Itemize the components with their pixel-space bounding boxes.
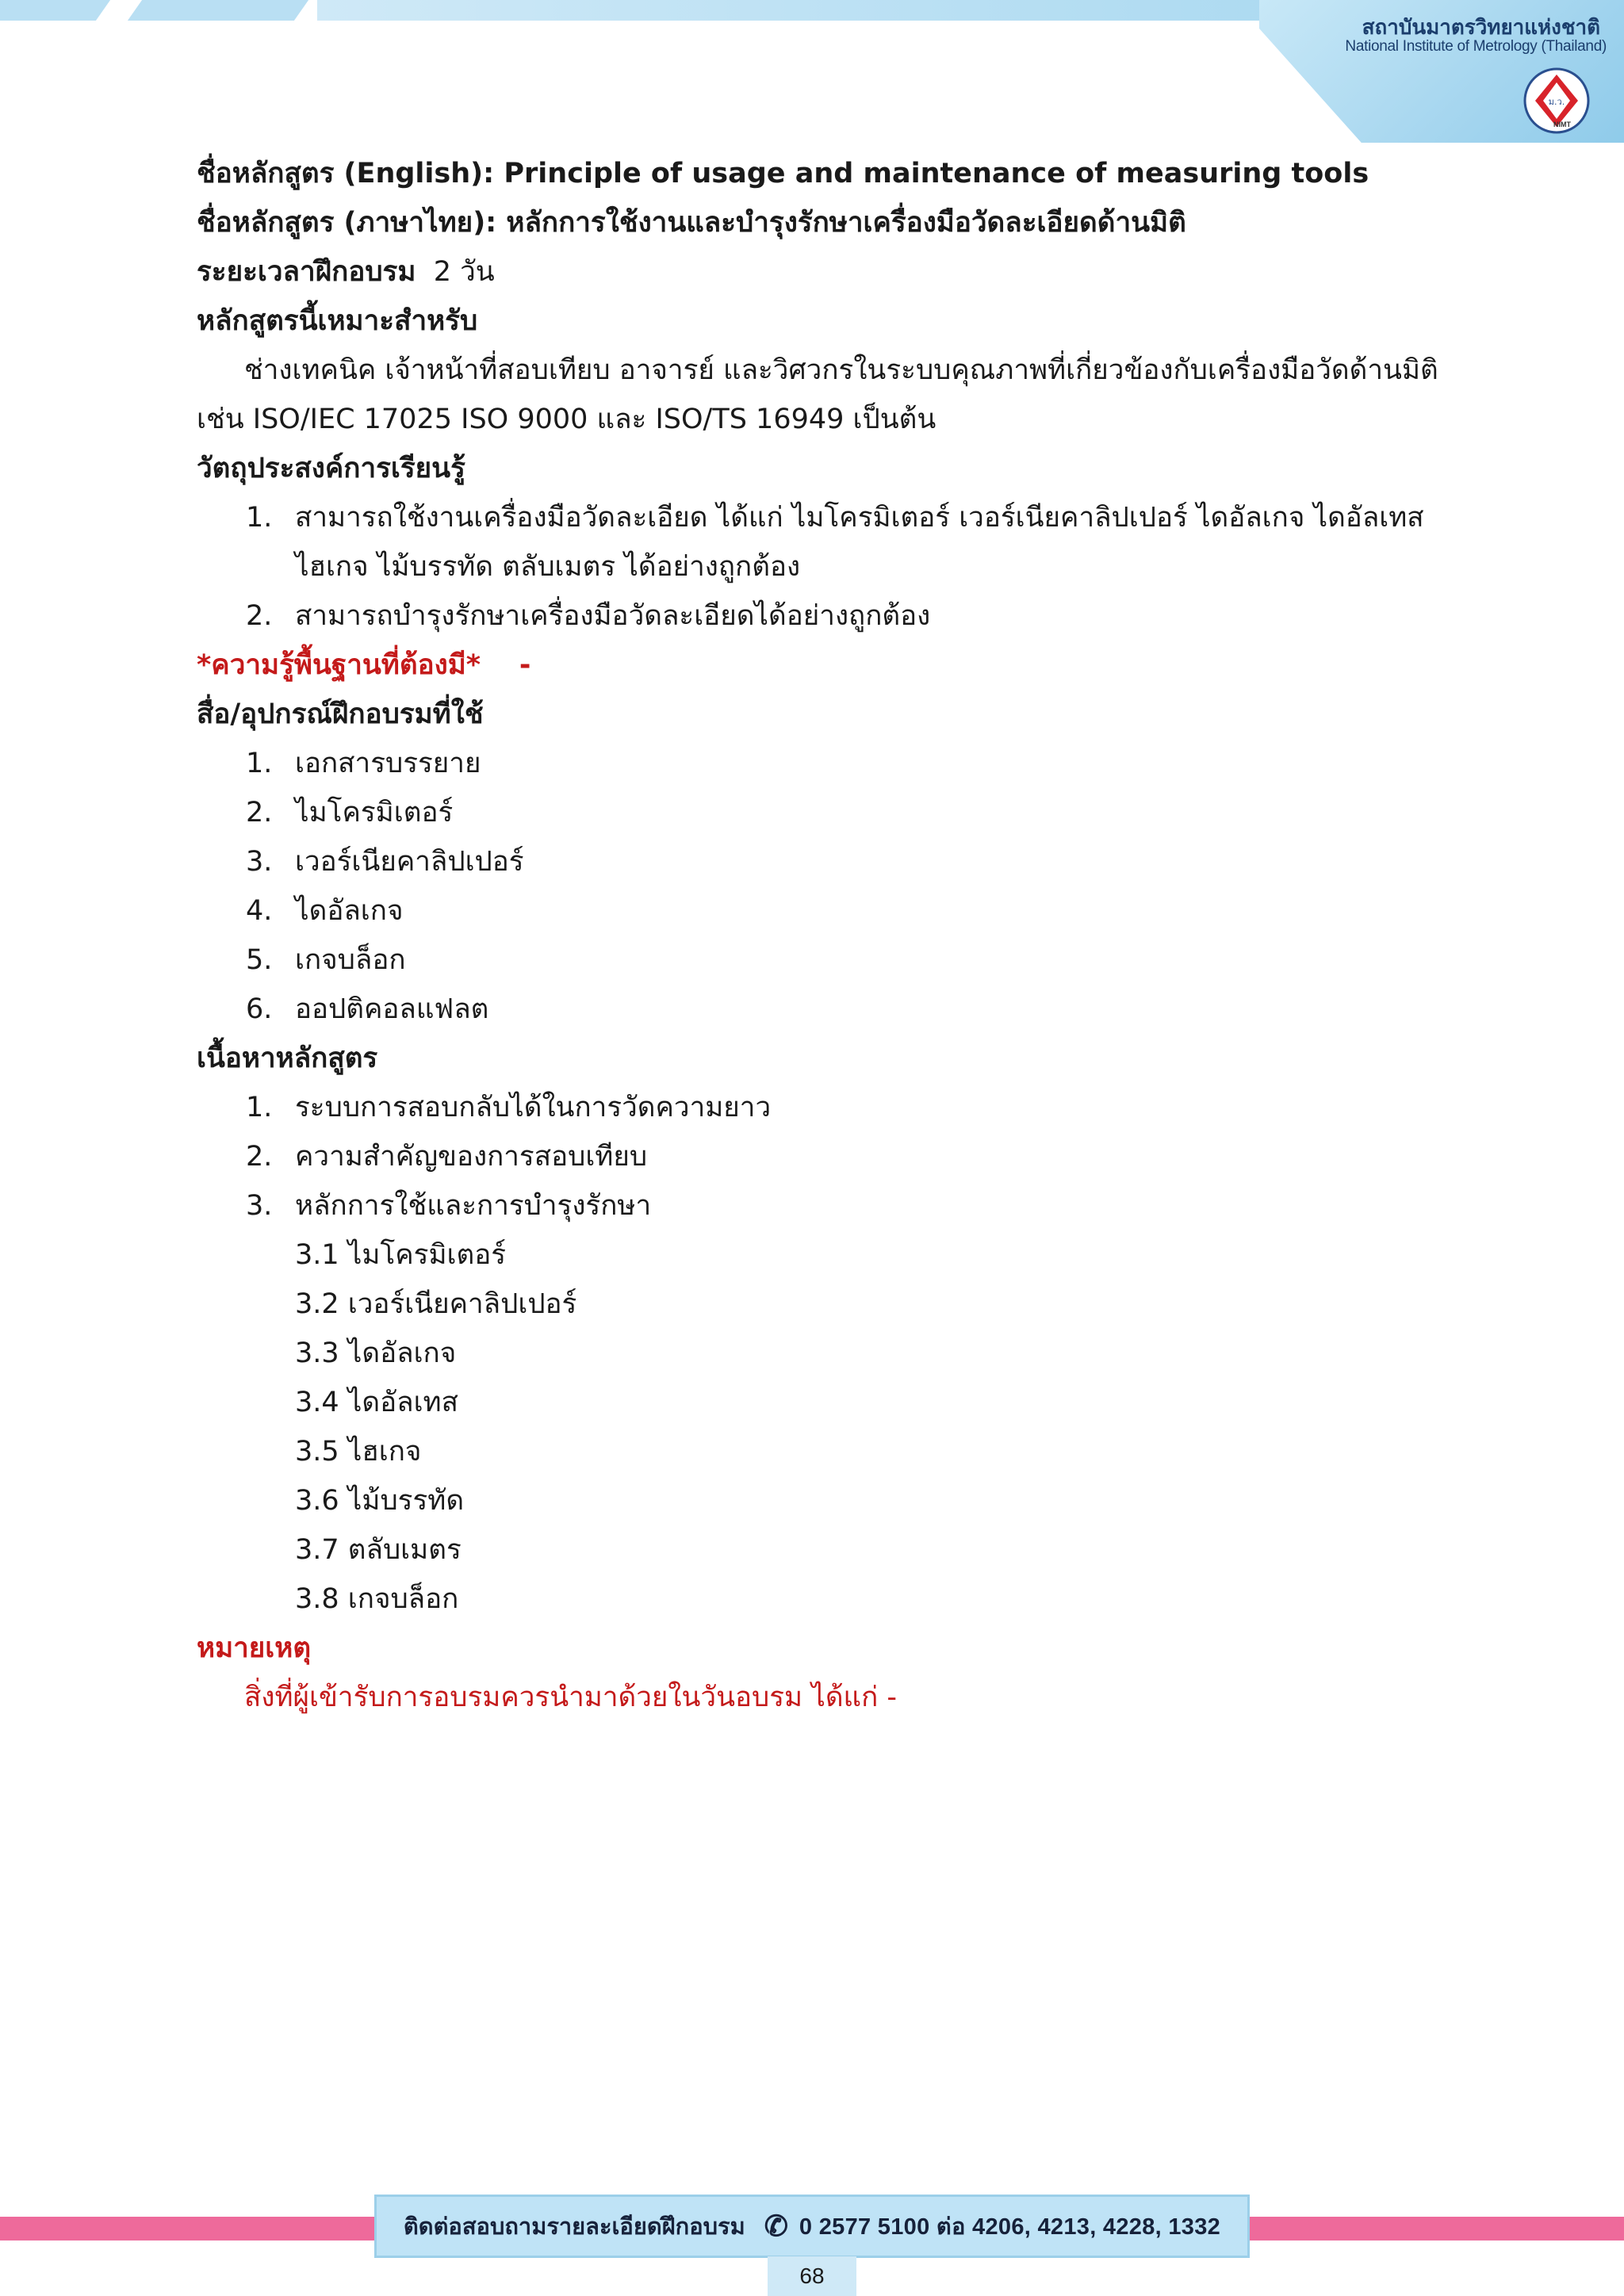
header-stripe [128, 0, 308, 21]
institute-name-english: National Institute of Metrology (Thailand) [1345, 38, 1607, 55]
item-text: เอกสารบรรยาย [295, 748, 481, 779]
audience-heading: หลักสูตรนี้เหมาะสำหรับ [197, 305, 478, 337]
item-text: ไมโครมิเตอร์ [295, 797, 454, 828]
course-name-thai-value: หลักการใช้งานและบำรุงรักษาเครื่องมือวัดละเอียดด้านมิติ [506, 207, 1186, 239]
contact-info [374, 2195, 1250, 2258]
objective-text [295, 493, 1424, 591]
item-number: 2. [246, 797, 273, 828]
content-list [197, 1083, 1434, 1230]
item-text: เกจบล็อก [295, 944, 406, 976]
duration-value: 2 วัน [433, 256, 495, 288]
list-item [246, 985, 1434, 1034]
objective-item [246, 591, 1434, 641]
course-name-english-value: Principle of usage and maintenance of measuring tools [504, 158, 1369, 189]
note-heading: หมายเหตุ [197, 1632, 312, 1664]
sub-list-item: 3.8 เกจบล็อก [295, 1583, 459, 1615]
item-text: เวอร์เนียคาลิปเปอร์ [295, 846, 524, 878]
item-number: 6. [246, 993, 273, 1025]
course-name-thai [197, 198, 1434, 247]
institute-name-thai: สถาบันมาตรวิทยาแห่งชาติ [1362, 15, 1600, 39]
list-item [246, 837, 1434, 886]
list-item [246, 886, 1434, 936]
course-name-thai-label: ชื่อหลักสูตร (ภาษาไทย): [197, 207, 497, 239]
page-number: 68 [768, 2256, 856, 2296]
course-details [197, 149, 1438, 1722]
duration-label: ระยะเวลาฝึกอบรม [197, 256, 416, 288]
objectives-heading: วัตถุประสงค์การเรียนรู้ [197, 453, 465, 484]
content-heading: เนื้อหาหลักสูตร [197, 1043, 378, 1074]
list-item [246, 1083, 1434, 1132]
list-item [246, 936, 1434, 985]
item-number: 2. [246, 600, 273, 632]
item-number: 1. [246, 502, 273, 534]
sub-list-item: 3.3 ไดอัลเกจ [295, 1337, 457, 1369]
sub-list-item: 3.1 ไมโครมิเตอร์ [295, 1239, 507, 1271]
training-duration [197, 247, 1434, 297]
sub-list-item: 3.7 ตลับเมตร [295, 1534, 462, 1566]
course-name-english [197, 149, 1434, 198]
sub-list-item: 3.4 ไดอัลเทส [295, 1387, 458, 1418]
objective-text-line: ไฮเกจ ไม้บรรทัด ตลับเมตร ได้อย่างถูกต้อง [295, 551, 801, 583]
item-text: ความสำคัญของการสอบเทียบ [295, 1141, 648, 1173]
logo-caption: NIMT [1553, 121, 1571, 128]
objective-item [246, 493, 1434, 591]
prerequisite-label: *ความรู้พื้นฐานที่ต้องมี* [197, 649, 481, 681]
note-text: สิ่งที่ผู้เข้ารับการอบรมควรนำมาด้วยในวันอบรม ได้แก่ - [244, 1682, 898, 1713]
audience-text: เช่น ISO/IEC 17025 ISO 9000 และ ISO/TS 16949 เป็นต้น [197, 404, 936, 435]
course-name-english-label: ชื่อหลักสูตร (English): [197, 158, 495, 189]
materials-list [197, 739, 1434, 1034]
list-item [246, 739, 1434, 788]
list-item [246, 1132, 1434, 1181]
prerequisite [197, 641, 1434, 690]
sub-list-item: 3.2 เวอร์เนียคาลิปเปอร์ [295, 1288, 577, 1320]
materials-heading: สื่อ/อุปกรณ์ฝึกอบรมที่ใช้ [197, 698, 484, 730]
item-number: 5. [246, 944, 273, 976]
audience-text: ช่างเทคนิค เจ้าหน้าที่สอบเทียบ อาจารย์ และวิศวกรในระบบคุณภาพที่เกี่ยวข้องกับเครื่องมือวัดด้านมิติ [244, 354, 1438, 386]
phone-number: 0 2577 5100 ต่อ 4206, 4213, 4228, 1332 [799, 2214, 1221, 2240]
objective-text: สามารถบำรุงรักษาเครื่องมือวัดละเอียดได้อย่างถูกต้อง [295, 600, 931, 632]
item-number: 2. [246, 1141, 273, 1173]
sub-list-item: 3.6 ไม้บรรทัด [295, 1485, 465, 1517]
sub-list-item: 3.5 ไฮเกจ [295, 1436, 422, 1468]
item-number: 3. [246, 846, 273, 878]
list-item [246, 788, 1434, 837]
item-text: หลักการใช้และการบำรุงรักษา [295, 1190, 652, 1222]
list-item [246, 1181, 1434, 1230]
item-text: ออปติคอลแฟลต [295, 993, 489, 1025]
item-number: 1. [246, 1092, 273, 1123]
logo-glyph: ม.ว. [1548, 97, 1565, 107]
prerequisite-value: - [519, 649, 531, 681]
item-text: ระบบการสอบกลับได้ในการวัดความยาว [295, 1092, 772, 1123]
item-number: 1. [246, 748, 273, 779]
item-number: 3. [246, 1190, 273, 1222]
objective-text-line: สามารถใช้งานเครื่องมือวัดละเอียด ได้แก่ ไมโครมิเตอร์ เวอร์เนียคาลิปเปอร์ ไดอัลเกจ ไดอัลเทส [295, 502, 1424, 534]
objectives-list [197, 493, 1434, 641]
item-number: 4. [246, 895, 273, 927]
phone-icon: ✆ [764, 2210, 788, 2242]
contact-label: ติดต่อสอบถามรายละเอียดฝึกอบรม [403, 2214, 745, 2240]
item-text: ไดอัลเกจ [295, 895, 404, 927]
header-stripe [0, 0, 110, 21]
